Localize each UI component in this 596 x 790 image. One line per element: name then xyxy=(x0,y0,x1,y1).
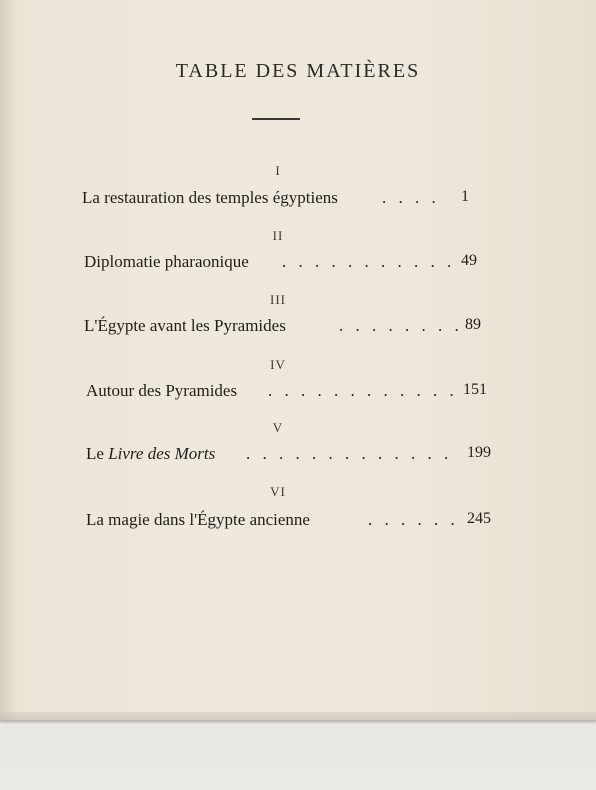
toc-entry-page: 151 xyxy=(463,381,487,398)
toc-entry-title: La magie dans l'Égypte ancienne xyxy=(86,510,310,529)
toc-entry xyxy=(84,252,489,276)
toc-entry-page: 199 xyxy=(467,444,491,461)
dot-leader: . . . . . . . . . . . . xyxy=(268,381,458,400)
chapter-numeral: I xyxy=(275,163,281,178)
toc-entry-title xyxy=(86,444,215,464)
chapter-numeral: V xyxy=(272,420,284,435)
toc-entry-title: Autour des Pyramides xyxy=(86,381,238,400)
toc-entry-title-prefix: Le xyxy=(86,444,109,463)
title-rule xyxy=(252,118,300,120)
chapter-numeral: VI xyxy=(270,484,286,499)
chapter-numeral: II xyxy=(272,228,284,243)
page-title: TABLE DES MATIÈRES xyxy=(175,60,421,82)
dot-leader: . . . . . . . . . . . xyxy=(282,252,456,271)
toc-entry-title-italic: Livre des Morts xyxy=(108,444,216,463)
dot-leader: . . . . xyxy=(382,188,440,207)
toc-entry xyxy=(86,444,491,468)
toc-entry-title: La restauration des temples égyptiens xyxy=(82,188,338,207)
toc-entry-title: Diplomatie pharaonique xyxy=(84,252,249,271)
chapter-numeral: IV xyxy=(270,357,286,372)
toc-entry-page: 1 xyxy=(461,188,469,205)
toc-entry xyxy=(84,316,489,340)
dot-leader: . . . . . . . . . . . . . xyxy=(246,444,453,463)
toc-entry-title: L'Égypte avant les Pyramides xyxy=(84,316,286,335)
toc-entry-page: 49 xyxy=(461,252,477,269)
page-bottom-edge xyxy=(0,712,596,722)
toc-entry xyxy=(86,381,491,405)
toc-entry-page: 89 xyxy=(465,316,481,333)
toc-entry xyxy=(86,510,491,534)
chapter-numeral: III xyxy=(270,292,286,307)
dot-leader: . . . . . . . . xyxy=(339,316,463,335)
dot-leader: . . . . . . xyxy=(368,510,459,529)
toc-entry-page: 245 xyxy=(467,510,491,527)
toc-entry xyxy=(82,188,487,212)
